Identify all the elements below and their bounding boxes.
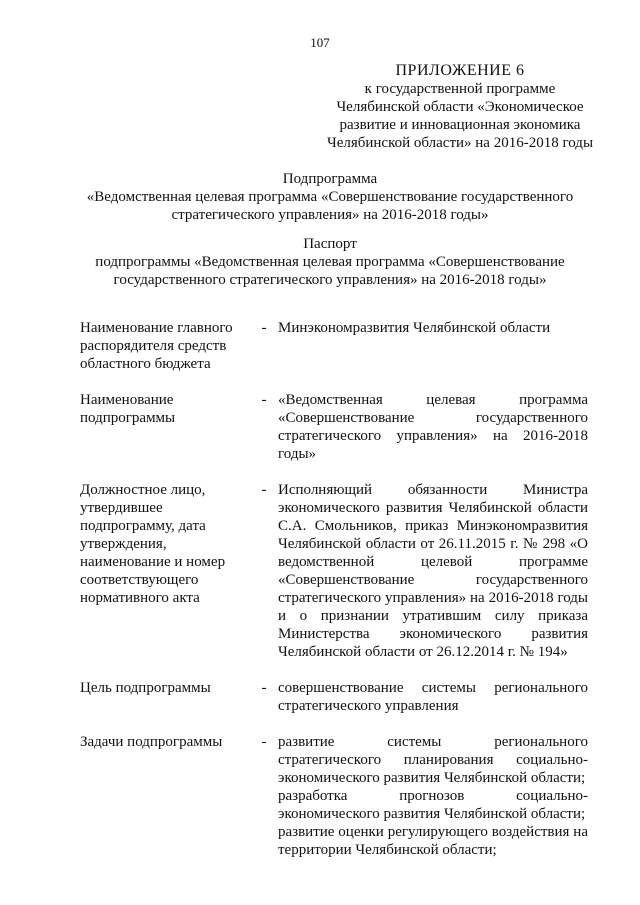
passport-title-line: подпрограммы «Ведомственная целевая программа «Совершенствование	[95, 254, 565, 270]
row-separator: -	[261, 392, 267, 408]
table-row	[80, 319, 588, 373]
value-paragraph: «Ведомственная целевая программа «Совершенствование государственного стратегического управления» на 2016-2018 годы»	[278, 392, 588, 462]
row-separator: -	[261, 734, 267, 750]
table-row	[80, 733, 588, 859]
subprogram-heading: Подпрограмма	[282, 171, 378, 187]
row-label: Наименование подпрограммы	[80, 392, 176, 426]
subprogram-heading-block	[40, 170, 620, 224]
row-value	[278, 391, 588, 463]
passport-title-line: государственного стратегического управления» на 2016-2018 годы»	[113, 272, 547, 288]
table-row	[80, 391, 588, 463]
value-paragraph: развитие оценки регулирующего воздействия на территории Челябинской области;	[278, 824, 588, 858]
row-value	[278, 481, 588, 661]
subprogram-title-line: «Ведомственная целевая программа «Совершенствование государственного	[86, 189, 574, 205]
value-paragraph: развитие системы регионального стратегического планирования социально-экономического развития Челябинской области;	[278, 734, 588, 786]
row-value	[278, 733, 588, 859]
value-paragraph: разработка прогнозов социально-экономического развития Челябинской области;	[278, 788, 588, 822]
row-value	[278, 319, 588, 337]
row-label: Цель подпрограммы	[80, 680, 211, 696]
row-label: Наименование главного распорядителя средств областного бюджета	[80, 320, 233, 372]
appendix-line: развитие и инновационная экономика	[339, 117, 581, 133]
appendix-header	[300, 62, 620, 152]
value-paragraph: Минэкономразвития Челябинской области	[278, 320, 551, 336]
passport-table	[80, 319, 588, 859]
row-label: Должностное лицо, утвердившее подпрограмму, дата утверждения, наименование и номер соответствующего нормативного акта	[80, 482, 226, 606]
row-label: Задачи подпрограммы	[80, 734, 223, 750]
appendix-title: ПРИЛОЖЕНИЕ 6	[395, 62, 525, 79]
page-number: 107	[310, 35, 330, 50]
appendix-line: Челябинской области» на 2016-2018 годы	[326, 135, 594, 151]
appendix-line: Челябинской области «Экономическое	[336, 99, 584, 115]
value-paragraph: совершенствование системы регионального стратегического управления	[278, 680, 588, 714]
row-value	[278, 679, 588, 715]
row-separator: -	[261, 482, 267, 498]
row-separator: -	[261, 680, 267, 696]
row-separator: -	[261, 320, 267, 336]
passport-heading-block	[40, 235, 620, 289]
passport-heading: Паспорт	[303, 236, 357, 252]
table-row	[80, 481, 588, 661]
subprogram-title-line: стратегического управления» на 2016-2018 годы»	[171, 207, 489, 223]
value-paragraph: Исполняющий обязанности Министра экономического развития Челябинской области С.А. Смольников, приказ Минэкономразвития Челябинской области от 26.11.2015 г. № 298 «О ведомственной целевой программе «Совершенствование государственного стратегического управления» на 2016-2018 годы и о признании утратившим силу приказа Министерства экономического развития Челябинской области от 26.12.2014 г. № 194»	[278, 482, 588, 660]
table-row	[80, 679, 588, 715]
appendix-line: к государственной программе	[364, 81, 556, 97]
